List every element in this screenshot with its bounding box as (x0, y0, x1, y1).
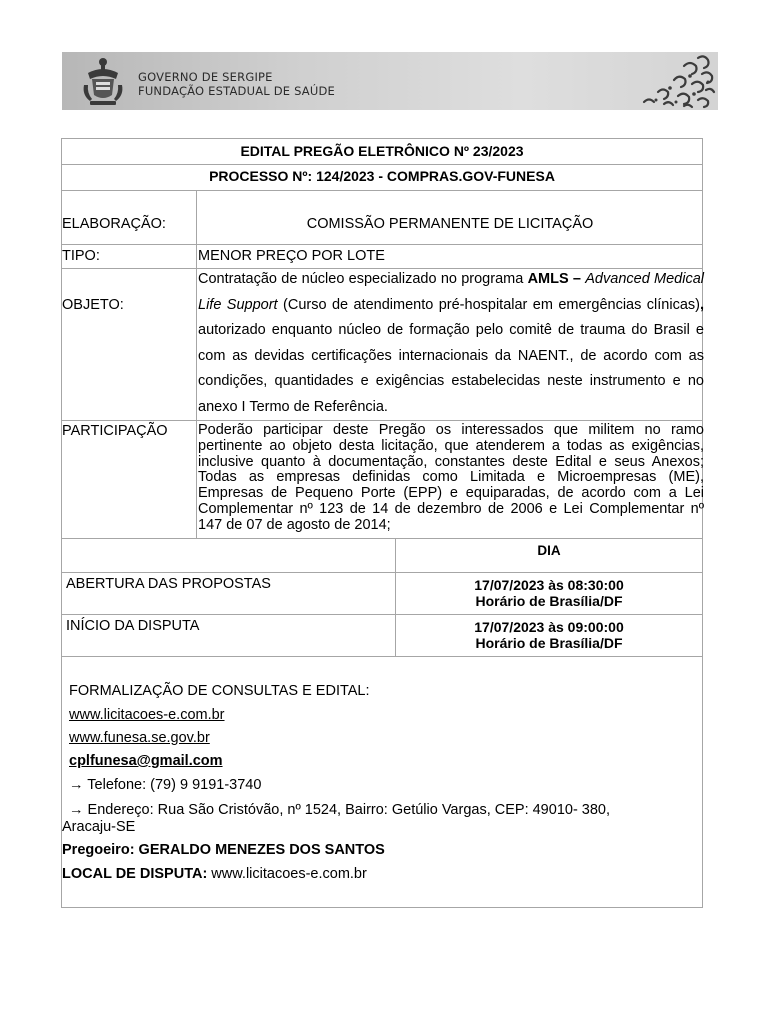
row-objeto (62, 269, 702, 421)
pregoeiro-label: Pregoeiro (62, 842, 130, 858)
org-line-1: GOVERNO DE SERGIPE (138, 70, 273, 84)
edital-title (62, 139, 702, 165)
edital-document (61, 138, 703, 908)
dia-header: DIA (537, 543, 561, 558)
disputa-timezone: Horário de Brasília/DF (475, 635, 623, 651)
pregoeiro-line (62, 842, 385, 858)
state-crest-icon (80, 55, 126, 107)
objeto-text-2: (Curso de atendimento pré-hospitalar em emergências clínicas) (277, 296, 700, 313)
elaboracao-value: COMISSÃO PERMANENTE DE LICITAÇÃO (306, 216, 594, 232)
abertura-label: ABERTURA DAS PROPOSTAS (66, 576, 271, 592)
email-link[interactable]: cplfunesa@gmail.com (69, 753, 223, 769)
licitacoes-link[interactable]: www.licitacoes-e.com.br (69, 707, 225, 723)
local-disputa-label: LOCAL DE DISPUTA: (62, 866, 208, 882)
objeto-program: AMLS – (527, 271, 586, 287)
endereco-line (69, 802, 610, 818)
process-number (62, 165, 702, 191)
abertura-date: 17/07/2023 às 08:30:00 (474, 577, 624, 593)
elaboracao-label: ELABORAÇÃO: (62, 216, 166, 232)
telefone-line (69, 777, 261, 793)
disputa-datetime (396, 619, 702, 651)
funesa-link[interactable]: www.funesa.se.gov.br (69, 730, 210, 746)
endereco-city: Aracaju-SE (62, 819, 136, 835)
endereco-text: Endereço: Rua São Cristóvão, nº 1524, Bairro: Getúlio Vargas, CEP: 49010- 380, (87, 802, 611, 818)
objeto-program-name: Advanced Medical Life Support (198, 271, 704, 313)
schedule-row-disputa (62, 615, 702, 657)
arrow-icon: → (69, 777, 84, 793)
local-disputa-line (62, 866, 367, 882)
org-name (138, 70, 335, 98)
arrow-icon: → (69, 802, 84, 818)
abertura-timezone: Horário de Brasília/DF (475, 593, 623, 609)
pregoeiro-name: : GERALDO MENEZES DOS SANTOS (129, 842, 385, 858)
row-elaboracao (62, 191, 702, 245)
objeto-value (198, 267, 704, 420)
tipo-label: TIPO: (62, 248, 100, 264)
schedule-row-abertura (62, 573, 702, 615)
contacts-heading: FORMALIZAÇÃO DE CONSULTAS E EDITAL: (69, 683, 370, 699)
row-tipo (62, 245, 702, 269)
objeto-label: OBJETO: (62, 297, 124, 313)
process-number-text: PROCESSO Nº: 124/2023 - COMPRAS.GOV-FUNESA (209, 168, 555, 184)
local-disputa-value: www.licitacoes-e.com.br (207, 866, 367, 882)
header-banner (62, 52, 718, 110)
participacao-value: Poderão participar deste Pregão os interessados que militem no ramo pertinente ao objeto desta licitação, que atenderem a todas as exigências, inclusive quanto à documentação, constantes deste Edital e seus Anexos; Todas as empresas definidas como Limitada e Microempresas (ME), Empresas de Pequeno Porte (EPP) e equiparadas, de acordo com a Lei Complementar nº 123 de 14 de dezembro de 2006 e Lei Complementar nº 147 de 07 de agosto de 2014; (198, 422, 704, 533)
objeto-text-3: autorizado enquanto núcleo de formação pelo comitê de trauma do Brasil e com as devidas certificações internacionais da NAENT., de acordo com as condições, quantidades e exigências estabelecidas neste instrumento e no anexo I Termo de Referência. (198, 322, 704, 415)
objeto-text-1: Contratação de núcleo especializado no programa (198, 271, 528, 287)
tipo-value: MENOR PREÇO POR LOTE (198, 248, 385, 264)
participacao-label: PARTICIPAÇÃO (62, 423, 168, 439)
edital-title-text: EDITAL PREGÃO ELETRÔNICO Nº 23/2023 (240, 143, 524, 159)
schedule-header (62, 539, 702, 573)
org-line-2: FUNDAÇÃO ESTADUAL DE SAÚDE (138, 84, 336, 98)
disputa-date: 17/07/2023 às 09:00:00 (474, 619, 624, 635)
disputa-label: INÍCIO DA DISPUTA (66, 618, 200, 634)
objeto-comma: , (699, 296, 704, 313)
floral-ornament-icon (618, 52, 716, 110)
telefone-text: Telefone: (79) 9 9191-3740 (87, 777, 262, 793)
abertura-datetime (396, 577, 702, 609)
row-participacao (62, 421, 702, 539)
